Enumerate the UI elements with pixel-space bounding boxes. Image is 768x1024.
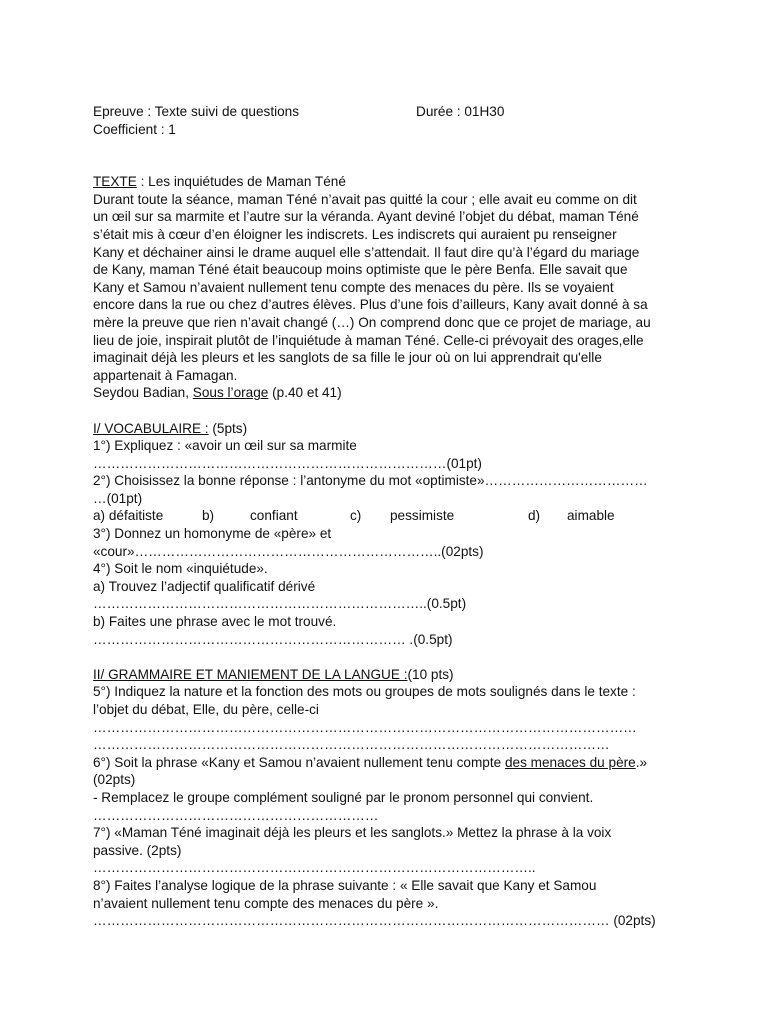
text-line: encore dans la rue ou chez d’autres élèves. Plus d’une fois d’ailleurs, Kany avait donné à sa xyxy=(93,297,648,313)
question-2: 2°) Choisissez la bonne réponse : l’antonyme du mot «optimiste»……………………………… xyxy=(93,473,648,489)
text-line: s’était mis à cœur d’en éloigner les indiscrets. Les indiscrets qui auraient pu renseigner xyxy=(93,226,617,242)
text-line: un œil sur sa marmite et l’autre sur la véranda. Ayant deviné l’objet du débat, maman Téné xyxy=(93,209,639,225)
text-source xyxy=(93,384,683,402)
vocab-points: (5pts) xyxy=(208,420,248,436)
answer-blank-7[interactable]: …………………………………………………………………………………….. xyxy=(93,860,536,876)
choice-c-text[interactable]: pessimiste xyxy=(390,508,455,524)
answer-blank-6[interactable]: ……………………………………………………… xyxy=(93,807,379,823)
grammar-heading xyxy=(93,666,683,684)
spacer xyxy=(93,648,683,666)
answer-blank-5b[interactable]: …………………………………………………………………………………………………… xyxy=(93,737,610,753)
duree-label: Durée : 01H30 xyxy=(416,104,505,119)
question-8: 8°) Faites l’analyse logique de la phrase suivante : « Elle savait que Kany et Samou xyxy=(93,877,597,893)
coefficient-label: Coefficient : 1 xyxy=(93,121,176,137)
question-6-points: (02pts) xyxy=(93,772,136,788)
question-4b: b) Faites une phrase avec le mot trouvé. xyxy=(93,614,337,630)
spacer xyxy=(93,138,683,173)
question-7: 7°) «Maman Téné imaginait déjà les pleurs et les sanglots.» Mettez la phrase à la voix xyxy=(93,825,612,841)
answer-blank-8[interactable]: …………………………………………………………………………………………………… (02pts) xyxy=(93,913,656,929)
question-3: 3°) Donnez un homonyme de «père» et xyxy=(93,526,332,542)
question-4: 4°) Soit le nom «inquiétude». xyxy=(93,561,268,577)
answer-blank-1[interactable]: ……………………………………………………………………(01pt) xyxy=(93,455,482,471)
answer-choices xyxy=(93,507,683,525)
answer-blank-4a[interactable]: ………………………………………………………………..(0.5pt) xyxy=(93,596,467,612)
spacer xyxy=(93,402,683,420)
question-7-cont: passive. (2pts) xyxy=(93,842,182,858)
question-6 xyxy=(93,754,683,772)
text-line: de Kany, maman Téné était beaucoup moins optimiste que le père Benfa. Elle savait que xyxy=(93,262,628,278)
exam-content xyxy=(93,103,683,930)
vocab-heading-text: I/ VOCABULAIRE : xyxy=(93,420,209,436)
text-line: Kany et déchainer ainsi le drame auquel elle s’attendait. Il faut dire qu’à l’égard du mariage xyxy=(93,244,640,260)
text-line: Kany et Samou n’avaient nullement tenu compte des menaces du père. Ils se voyaient xyxy=(93,279,614,295)
grammar-heading-text: II/ GRAMMAIRE ET MANIEMENT DE LA LANGUE : xyxy=(93,666,408,682)
question-4a: a) Trouvez l’adjectif qualificatif dérivé xyxy=(93,578,316,594)
answer-blank-4b[interactable]: …………………………………………………………… .(0.5pt) xyxy=(93,631,453,647)
choice-d-text[interactable]: aimable xyxy=(567,508,615,524)
exam-header xyxy=(93,103,683,121)
choice-a[interactable]: a) défaitiste xyxy=(93,508,164,524)
grammar-points: (10 pts) xyxy=(407,666,454,682)
text-title-rest: : Les inquiétudes de Maman Téné xyxy=(136,174,346,190)
question-5-cont: l’objet du débat, Elle, du père, celle-ci xyxy=(93,702,319,717)
question-6-instruction: - Remplacez le groupe complément souligné par le pronom personnel qui convient. xyxy=(93,789,594,805)
text-title xyxy=(93,173,683,191)
text-label: TEXTE xyxy=(93,174,137,190)
question-6-pre: 6°) Soit la phrase «Kany et Samou n’avaient nullement tenu compte xyxy=(93,754,505,770)
answer-blank-5a[interactable]: ………………………………………………………………………………………………………… xyxy=(93,719,637,735)
source-title: Sous l’orage xyxy=(192,385,269,401)
source-pages: (p.40 et 41) xyxy=(268,385,342,401)
source-author: Seydou Badian, xyxy=(93,385,193,401)
vocab-heading xyxy=(93,420,683,438)
question-8-cont: n’avaient nullement tenu compte des menaces du père ». xyxy=(93,895,439,911)
question-6-underlined: des menaces du père xyxy=(504,754,636,770)
question-5: 5°) Indiquez la nature et la fonction des mots ou groupes de mots soulignés dans le texte : xyxy=(93,684,636,700)
choice-b-text[interactable]: confiant xyxy=(250,508,298,524)
text-line: imaginait déjà les pleurs et les sanglots de sa fille le jour où on lui apprendrait qu'elle xyxy=(93,350,602,366)
question-1: 1°) Expliquez : «avoir un œil sur sa marmite xyxy=(93,438,357,454)
text-line: lieu de joie, inspirait plutôt de l’inquiétude à maman Téné. Celle-ci prévoyait des orages,elle xyxy=(93,332,644,348)
choice-d-letter[interactable]: d) xyxy=(528,508,541,524)
text-line: Durant toute la séance, maman Téné n’avait pas quitté la cour ; elle avait eu comme on dit xyxy=(93,191,637,207)
text-line: appartenait à Famagan. xyxy=(93,367,238,383)
epreuve-label: Epreuve : Texte suivi de questions xyxy=(93,104,300,119)
choice-b-letter[interactable]: b) xyxy=(202,508,215,524)
question-6-post: .» xyxy=(635,754,648,770)
text-line: mère la preuve que rien n’avait changé (…) On comprend donc que ce projet de mariage, au xyxy=(93,314,651,330)
choice-c-letter[interactable]: c) xyxy=(350,508,362,524)
question-2-cont: …(01pt) xyxy=(93,490,143,506)
question-3-cont: «cour»…………………………………………………………..(02pts) xyxy=(93,543,484,559)
